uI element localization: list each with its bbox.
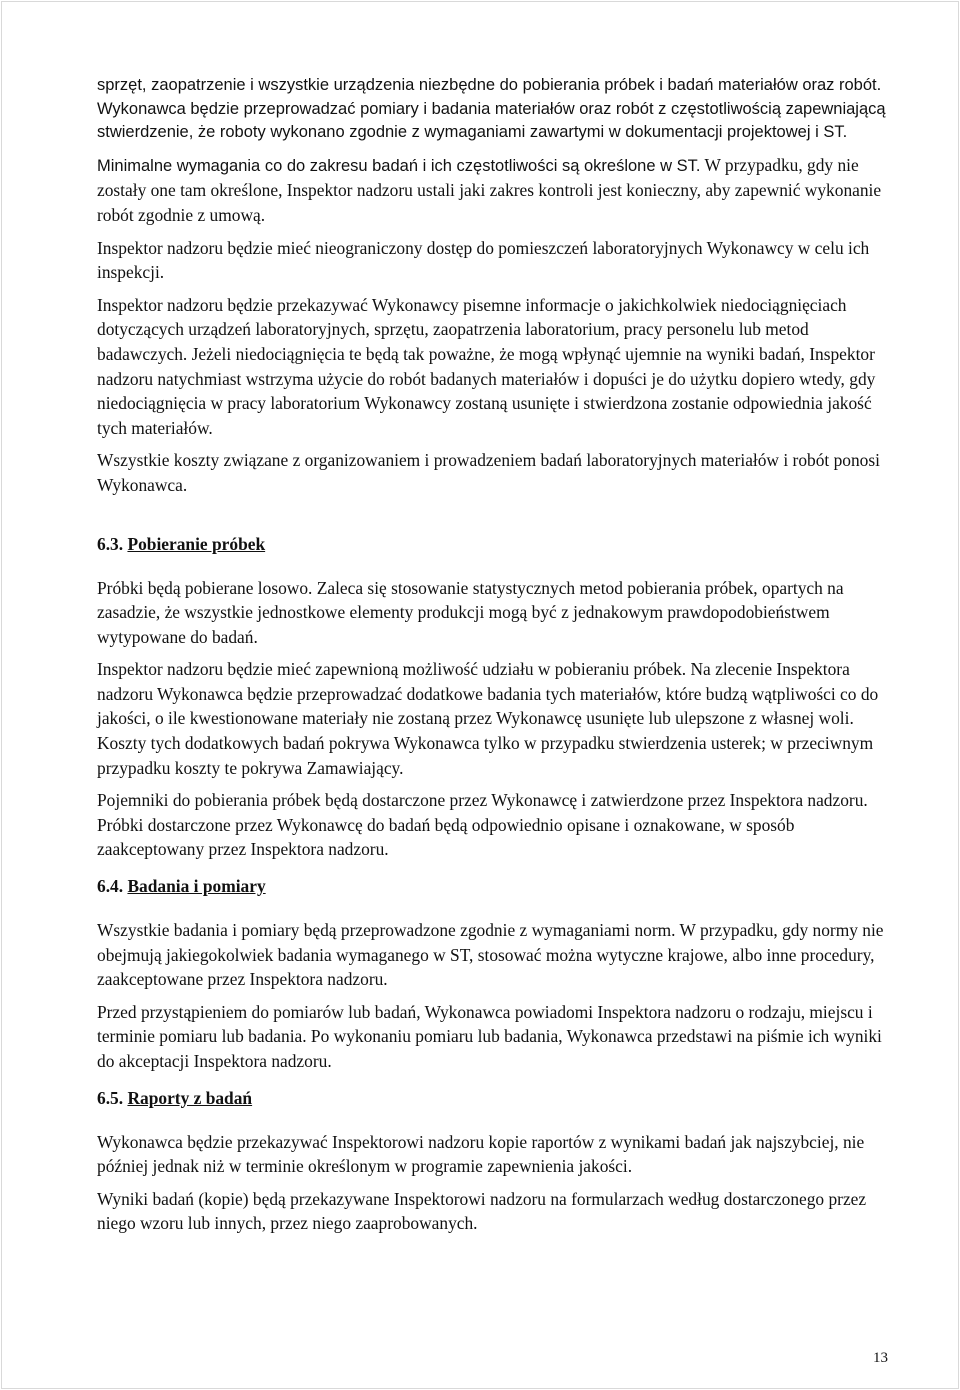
- paragraph-reports-copies: Wykonawca będzie przekazywać Inspektorowi nadzoru kopie raportów z wynikami badań jak najszybciej, nie później jednak niż w terminie określonym w programie zapewnienia jakości.: [97, 1131, 865, 1177]
- paragraph-measurements: Wykonawca będzie przeprowadzać pomiary i badania materiałów oraz robót z częstotliwością zapewniającą stwierdzenie, że roboty wykonano zgodnie z wymaganiami zawartymi w dokumentacji projektowej i ST.: [97, 99, 886, 142]
- heading-6-4-title: Badania i pomiary: [127, 876, 266, 897]
- paragraph-reports-forms: Wyniki badań (kopie) będą przekazywane Inspektorowi nadzoru na formularzach według dostarczonego przez niego wzoru lub innych, przez niego zaaprobowanych.: [97, 1188, 867, 1234]
- heading-6-5-title: Raporty z badań: [127, 1087, 253, 1108]
- paragraph-minimum-requirements: [97, 153, 889, 228]
- paragraph-deficiencies: Inspektor nadzoru będzie przekazywać Wykonawcy pisemne informacje o jakichkolwiek niedociągnięciach dotyczących urządzeń laboratoryjnych, sprzętu, zaopatrzenia laboratorium, pracy personelu lub metod badawczych. Jeżeli niedociągnięcia te będą tak poważne, że mogą wpłynąć ujemnie na wyniki badań, Inspektor nadzoru natychmiast wstrzyma użycie do robót badanych materiałów i dopuści je do użytku dopiero wtedy, gdy niedociągnięcia w pracy laboratorium Wykonawcy zostaną usunięte i stwierdzona zostanie odpowiednia jakość tych materiałów.: [97, 294, 876, 438]
- heading-6-3: [97, 532, 889, 556]
- page-number: 13: [873, 1350, 888, 1366]
- paragraph-laboratory-access: Inspektor nadzoru będzie mieć nieograniczony dostęp do pomieszczeń laboratoryjnych Wykonawcy w celu ich inspekcji.: [97, 237, 870, 283]
- heading-6-3-number: 6.3.: [97, 533, 124, 554]
- paragraph-sampling-random: Próbki będą pobierane losowo. Zaleca się stosowanie statystycznych metod pobierania próbek, opartych na zasadzie, że wszystkie jednostkowe elementy produkcji mogą być z jednakowym prawdopodobieństwem wytypowane do badań.: [97, 577, 844, 647]
- heading-6-5-number: 6.5.: [97, 1087, 124, 1108]
- paragraph-equipment: sprzęt, zaopatrzenie i wszystkie urządzenia niezbędne do pobierania próbek i badań materiałów oraz robót.: [97, 76, 882, 94]
- paragraph-tests-norms: Wszystkie badania i pomiary będą przeprowadzone zgodnie z wymaganiami norm. W przypadku, gdy normy nie obejmują jakiegokolwiek badania wymaganego w ST, stosować można wytyczne krajowe, albo inne procedury, zaakceptowane przez Inspektora nadzoru.: [97, 920, 884, 990]
- minimum-requirements-sans-text: Minimalne wymagania co do zakresu badań i ich częstotliwości są określone w ST.: [97, 156, 701, 175]
- heading-6-4: [97, 874, 889, 898]
- heading-6-3-title: Pobieranie próbek: [127, 533, 266, 554]
- paragraph-sampling-inspector: Inspektor nadzoru będzie mieć zapewnioną możliwość udziału w pobieraniu próbek. Na zlecenie Inspektora nadzoru Wykonawca będzie przeprowadzać dodatkowe badania tych materiałów, które budzą wątpliwości co do jakości, o ile kwestionowane materiały nie zostaną przez Wykonawcę usunięte lub ulepszone z własnej woli. Koszty tych dodatkowych badań pokrywa Wykonawca tylko w przypadku stwierdzenia usterek; w przeciwnym przypadku koszty te pokrywa Zamawiający.: [97, 659, 879, 778]
- paragraph-tests-notification: Przed przystąpieniem do pomiarów lub badań, Wykonawca powiadomi Inspektora nadzoru o rodzaju, miejscu i terminie pomiaru lub badania. Po wykonaniu pomiaru lub badania, Wykonawca przedstawi na piśmie ich wyniki do akceptacji Inspektora nadzoru.: [97, 1001, 882, 1071]
- paragraph-sampling-containers: Pojemniki do pobierania próbek będą dostarczone przez Wykonawcę i zatwierdzone przez Inspektora nadzoru. Próbki dostarczone przez Wykonawcę do badań będą odpowiednio opisane i oznakowane, w sposób zaakceptowany przez Inspektora nadzoru.: [97, 790, 868, 860]
- document-page: [97, 74, 889, 1236]
- paragraph-costs: Wszystkie koszty związane z organizowaniem i prowadzeniem badań laboratoryjnych materiałów i robót ponosi Wykonawca.: [97, 450, 880, 495]
- heading-6-4-number: 6.4.: [97, 876, 124, 897]
- heading-6-5: [97, 1086, 889, 1110]
- minimum-requirements-serif-text: W przypadku, gdy nie zostały one tam określone, Inspektor nadzoru ustali jaki zakres kontroli jest konieczny, aby zapewnić wykonanie robót zgodnie z umową.: [97, 154, 882, 225]
